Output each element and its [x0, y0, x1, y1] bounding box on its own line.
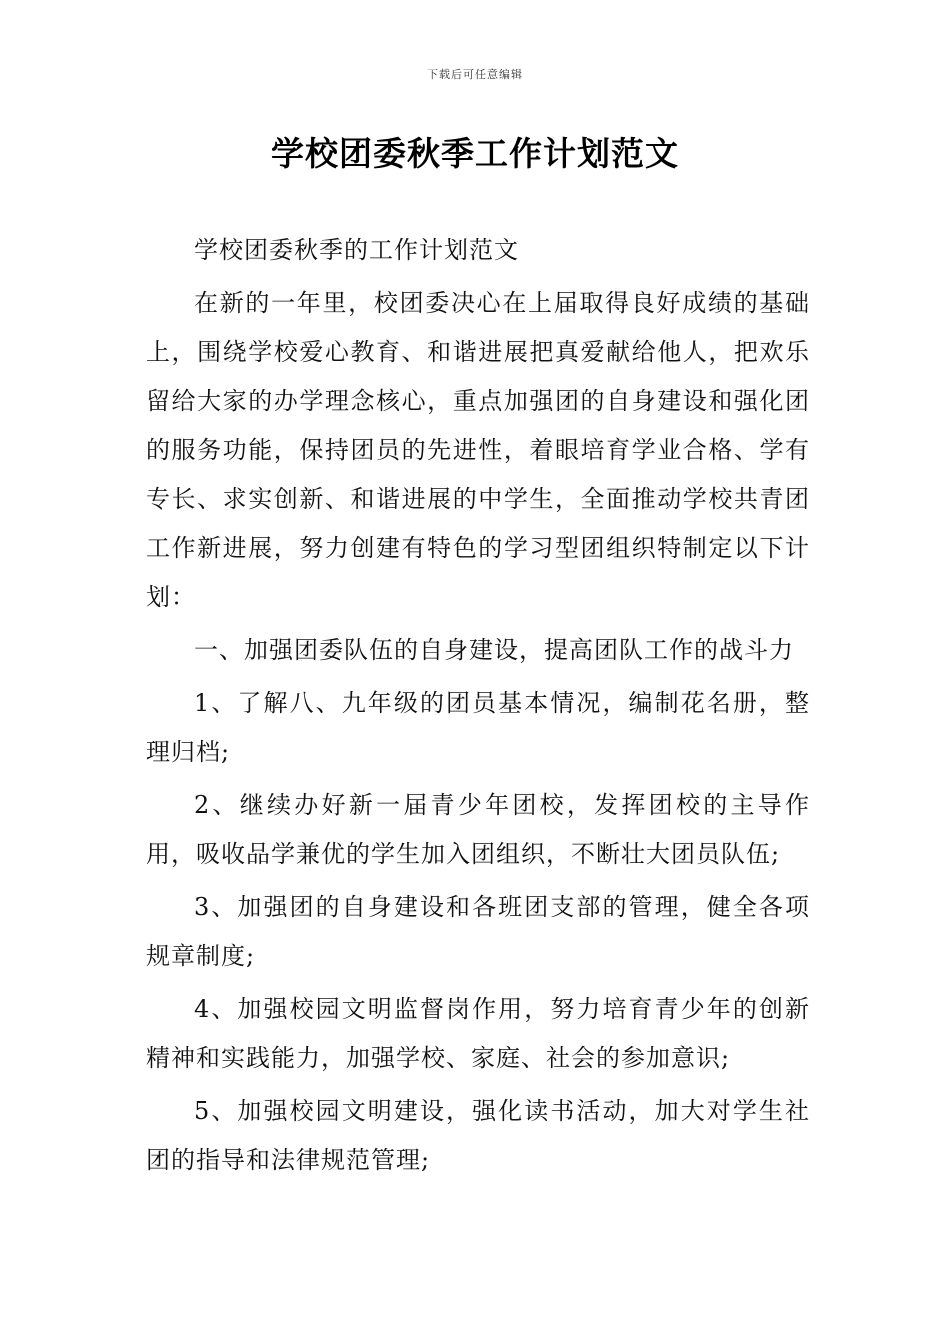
paragraph-item-1: 1、了解八、九年级的团员基本情况，编制花名册，整理归档; [146, 689, 810, 766]
paragraph-subtitle: 学校团委秋季的工作计划范文 [194, 236, 519, 264]
header-note: 下载后可任意编辑 [427, 68, 523, 81]
paragraph-section-heading: 一、加强团委队伍的自身建设，提高团队工作的战斗力 [194, 636, 794, 664]
paragraph-item-2: 2、继续办好新一届青少年团校，发挥团校的主导作用，吸收品学兼优的学生加入团组织，不断壮大团员队伍; [146, 791, 810, 868]
document-title: 学校团委秋季工作计划范文 [271, 134, 679, 173]
document-body [146, 226, 810, 1189]
paragraph-item-4: 4、加强校园文明监督岗作用，努力培育青少年的创新精神和实践能力，加强学校、家庭、社会的参加意识; [146, 995, 810, 1072]
paragraph-intro: 在新的一年里，校团委决心在上届取得良好成绩的基础上，围绕学校爱心教育、和谐进展把真爱献给他人，把欢乐留给大家的办学理念核心，重点加强团的自身建设和强化团的服务功能，保持团员的先进性，着眼培育学业合格、学有专长、求实创新、和谐进展的中学生，全面推动学校共青团工作新进展，努力创建有特色的学习型团组织特制定以下计划： [146, 289, 810, 611]
paragraph-item-3: 3、加强团的自身建设和各班团支部的管理，健全各项规章制度; [146, 893, 810, 970]
paragraph-item-5: 5、加强校园文明建设，强化读书活动，加大对学生社团的指导和法律规范管理; [146, 1097, 810, 1174]
